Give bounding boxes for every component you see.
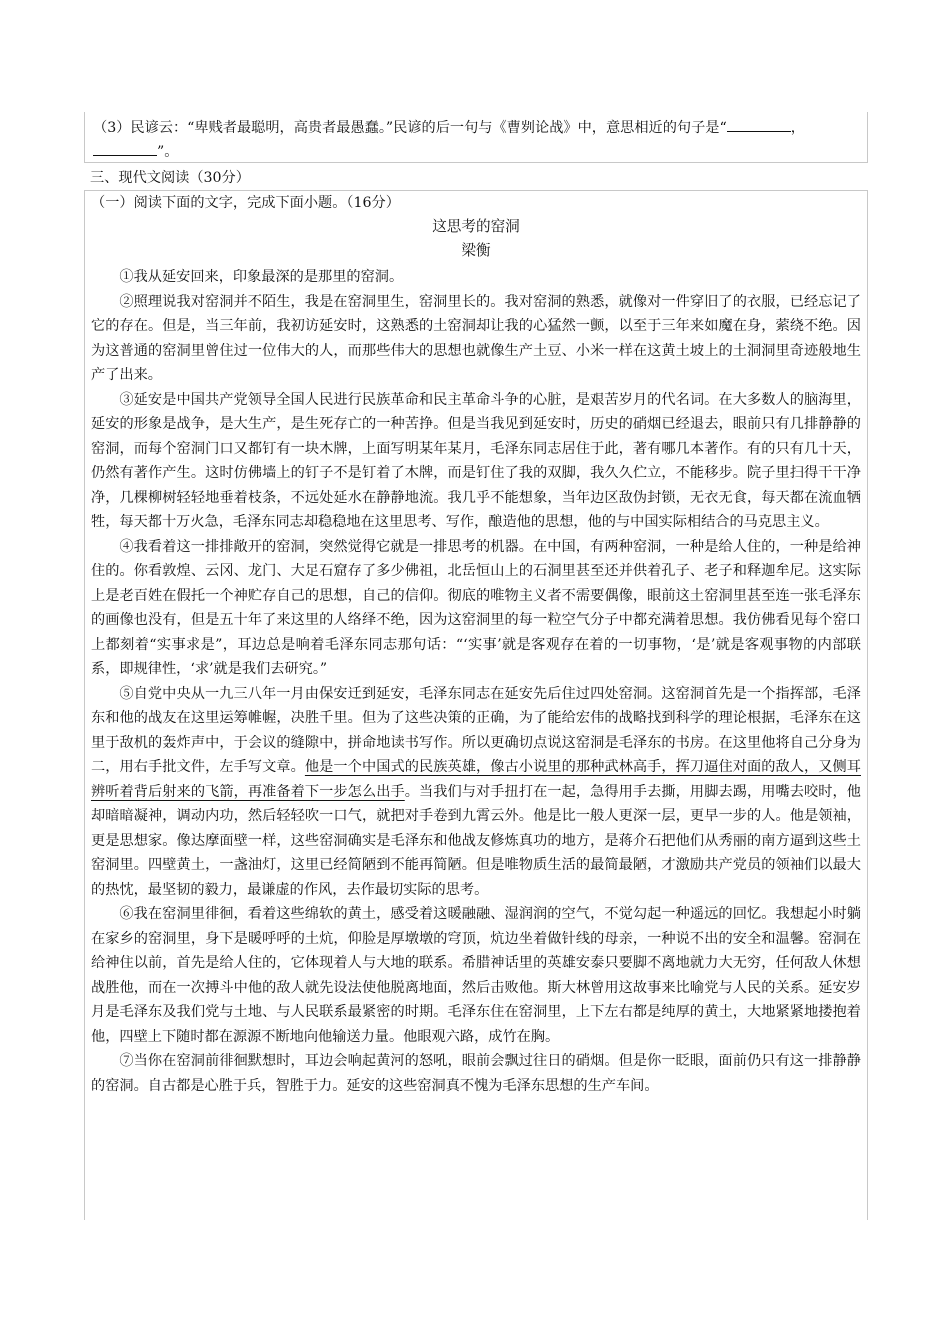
section-heading: 三、现代文阅读（30分） <box>90 170 250 186</box>
paragraph-1: ①我从延安回来，印象最深的是那里的窑洞。 <box>119 269 404 285</box>
paragraph-5-start: ⑤自党中央从一九三八年一月由保安迁到延安，毛泽东同志在延安先后住过四处窑洞。这窑洞首先是一个指挥部，毛泽东和他的战友在这里运筹帷幄，决胜千里。但为了这些决策的正确，为了能给宏伟的战略找到科学的理论根据，毛泽东在这里于敌机的轰炸声中，于会议的缝隙中，拼命地读书写作。所以更确切点说这窑洞是毛泽东的书房。在这里他将自己分身为二，用右手批文件，左手写文章。 <box>91 685 861 775</box>
answer-blank-1[interactable] <box>727 117 791 132</box>
reading-intro: （一）阅读下面的文字，完成下面小题。（16分） <box>91 195 400 211</box>
reading-box <box>84 190 868 1220</box>
question-3-box <box>84 112 868 163</box>
paragraph-4: ④我看着这一排排敞开的窑洞，突然觉得它就是一排思考的机器。在中国，有两种窑洞，一种是给人住的，一种是给神住的。你看敦煌、云冈、龙门、大足石窟存了多少佛祖，北岳恒山上的石洞里甚至还并供着孔子、老子和释迦牟尼。这实际上是老百姓在假托一个神贮存自己的思想，自己的信仰。彻底的唯物主义者不需要偶像，眼前这土窑洞里甚至连一张毛泽东的画像也没有，但是五十年了来这里的人络绎不绝，因为这窑洞里的每一粒空气分子中都充满着思想。我仿佛看见每个窑口上都刻着“实事求是”，耳边总是响着毛泽东同志那句话：“‘实事’就是客观存在着的一切事物，‘是’就是客观事物的内部联系，即规律性，‘求’就是我们去研究。” <box>91 538 861 677</box>
question-3-separator: ， <box>790 120 805 136</box>
question-3 <box>93 116 863 164</box>
paragraph-7: ⑦当你在窑洞前徘徊默想时，耳边会响起黄河的怒吼，眼前会飘过往日的硝烟。但是你一眨眼，面前仍只有这一排静静的窑洞。自古都是心胜于兵，智胜于力。延安的这些窑洞真不愧为毛泽东思想的生产车间。 <box>91 1053 861 1094</box>
question-3-end: ”。 <box>157 144 179 160</box>
paragraph-2: ②照理说我对窑洞并不陌生，我是在窑洞里生，窑洞里长的。我对窑洞的熟悉，就像对一件穿旧了的衣服，已经忘记了它的存在。但是，当三年前，我初访延安时，这熟悉的土窑洞却让我的心猛然一颤，以至于三年来如魔在身，萦绕不绝。因为这普通的窑洞里曾住过一位伟大的人，而那些伟大的思想也就像生产土豆、小米一样在这黄土坡上的土洞洞里奇迹般地生产了出来。 <box>91 293 861 383</box>
article-body <box>91 265 861 1098</box>
paragraph-3: ③延安是中国共产党领导全国人民进行民族革命和民主革命斗争的心脏，是艰苦岁月的代名词。在大多数人的脑海里，延安的形象是战争，是大生产，是生死存亡的一种苦挣。但是当我见到延安时，历史的硝烟已经退去，眼前只有几排静静的窑洞，而每个窑洞门口又都钉有一块木牌，上面写明某年某月，毛泽东同志居住于此，著有哪几本著作。有的只有几十天，仍然有著作产生。这时仿佛墙上的钉子不是钉着了木牌，而是钉住了我的双脚，我久久伫立，不能移步。院子里扫得干干净净，几棵柳树轻轻地垂着枝条，不远处延水在静静地流。我几乎不能想象，当年边区敌伪封锁，无衣无食，每天都在流血牺牲，每天都十万火急，毛泽东同志却稳稳地在这里思考、写作，酿造他的思想，他的与中国实际相结合的马克思主义。 <box>91 391 861 530</box>
answer-blank-2[interactable] <box>93 141 157 156</box>
paragraph-5-end: 。当我们与对手扭打在一起，急得用手去撕，用脚去踢，用嘴去咬时，他却暗暗凝神，调动内功，然后轻轻吹一口气，就把对手卷到九霄云外。他是比一般人更深一层，更早一步的人。他是领袖，更是思想家。像达摩面壁一样，这些窑洞确实是毛泽东和他战友修炼真功的地方，是蒋介石把他们从秀丽的南方逼到这些土窑洞里。四壁黄土，一盏油灯，这里已经简陋到不能再简陋。但是唯物质生活的最简最陋，才激励共产党员的领袖们以最大的热忱，最坚韧的毅力，最谦虚的作风，去作最切实际的思考。 <box>91 783 861 898</box>
paragraph-6: ⑥我在窑洞里徘徊，看着这些绵软的黄土，感受着这暖融融、湿润润的空气，不觉勾起一种遥远的回忆。我想起小时躺在家乡的窑洞里，身下是暖呼呼的土炕，仰脸是厚墩墩的穹顶，炕边坐着做针线的母亲，一种说不出的安全和温馨。窑洞在给神住以前，首先是给人住的，它体现着人与大地的联系。希腊神话里的英雄安泰只要脚不离地就力大无穷，任何敌人休想战胜他，而在一次搏斗中他的敌人就先设法使他脱离地面，然后击败他。斯大林曾用这故事来比喻党与人民的关系。延安岁月是毛泽东及我们党与土地、与人民联系最紧密的时期。毛泽东住在窑洞里，上下左右都是纯厚的黄土，大地紧紧地搂抱着他，四壁上下随时都在源源不断地向他输送力量。他眼观六路，成竹在胸。 <box>91 906 861 1045</box>
article-author: 梁衡 <box>461 242 491 259</box>
question-3-text: （3）民谚云：“卑贱者最聪明，高贵者最愚蠢。”民谚的后一句与《曹刿论战》中，意思相近的句子是“ <box>93 120 727 136</box>
article-title: 这思考的窑洞 <box>432 218 520 235</box>
underlined-sentence: 他是一个中国式的民族英雄，像古小说里的那种武林高手，挥刀逼住对面的敌人，又侧耳辨听着背后射来的飞箭，再准备着下一步怎么出手 <box>91 759 861 800</box>
paragraph-5 <box>91 682 861 903</box>
